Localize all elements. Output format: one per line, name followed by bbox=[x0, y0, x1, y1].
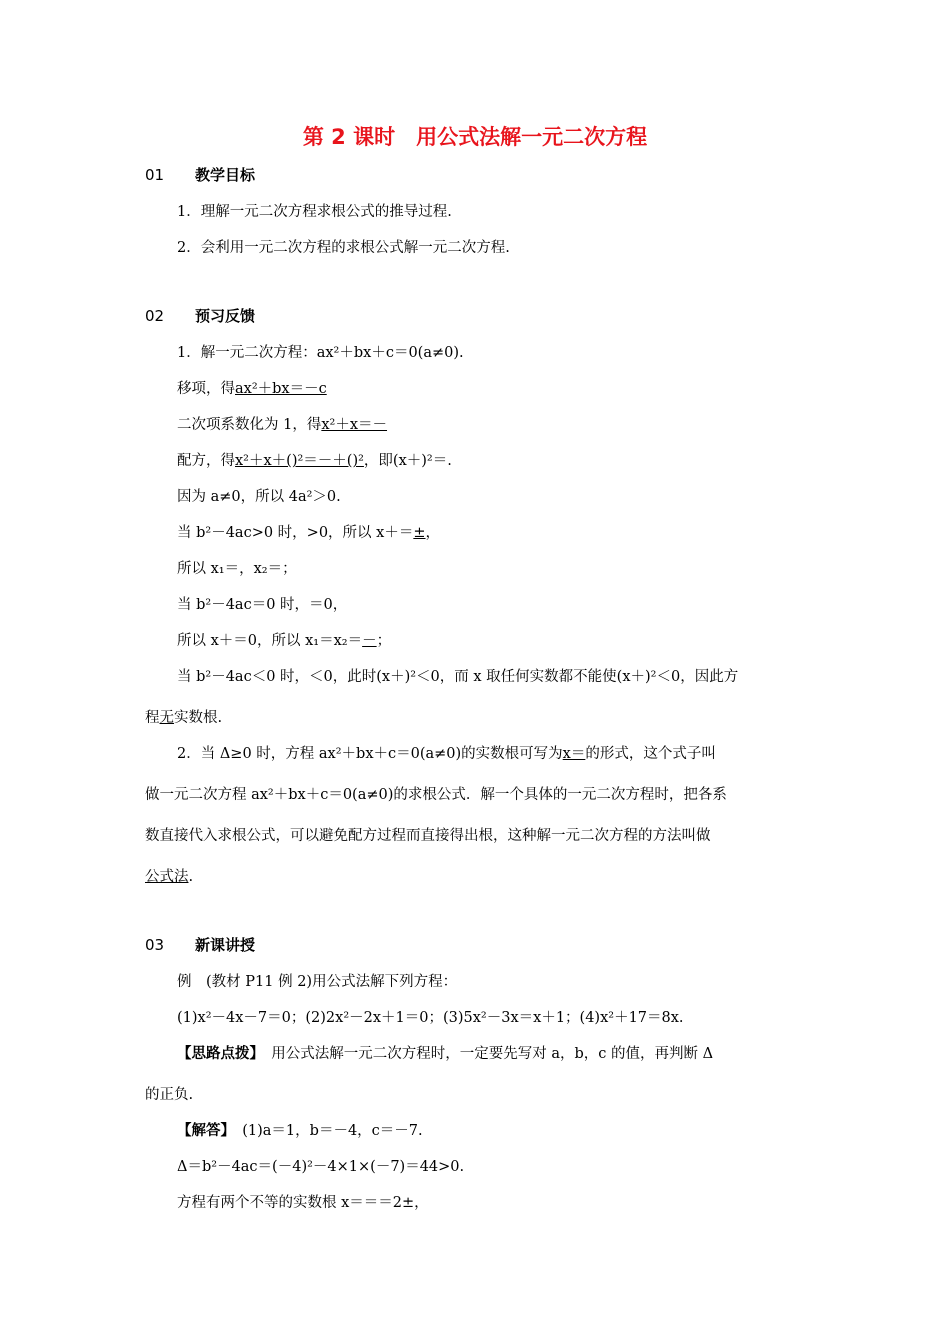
fill-blank-answer: x²＋x＋()²＝－＋()² bbox=[235, 453, 364, 469]
fill-blank-answer: ax²＋bx＝－c bbox=[235, 381, 327, 397]
hint-line: 【思路点拨】 用公式法解一元二次方程时，一定要先写对 a，b，c 的值，再判断 Δ bbox=[177, 1045, 714, 1062]
preview-line: 二次项系数化为 1，得x²＋x＝－ bbox=[177, 417, 388, 433]
preview-line: 配方，得x²＋x＋()²＝－＋()²，即(x＋)²＝. bbox=[177, 453, 452, 469]
fill-blank-answer: x²＋x＝－ bbox=[321, 417, 388, 433]
preview-line: 做一元二次方程 ax²＋bx＋c＝0(a≠0)的求根公式．解一个具体的一元二次方程时，把各系 bbox=[145, 787, 727, 803]
fill-blank-answer: x＝ bbox=[562, 746, 586, 762]
answer-line: 【解答】 (1)a＝1，b＝－4，c＝－7. bbox=[177, 1122, 423, 1139]
section-title: 预习反馈 bbox=[195, 307, 256, 325]
preview-line: 当 b²－4ac>0 时，>0，所以 x＋＝±， bbox=[177, 525, 440, 541]
preview-line: 程无实数根. bbox=[145, 710, 223, 726]
section-heading-preview bbox=[145, 305, 255, 326]
fill-blank-answer: ± bbox=[413, 525, 426, 541]
preview-line: 2．当 Δ≥0 时，方程 ax²＋bx＋c＝0(a≠0)的实数根可写为x＝的形式，这个式子叫 bbox=[177, 746, 716, 762]
section-number: 01 bbox=[145, 166, 165, 184]
fill-blank-answer: － bbox=[362, 633, 377, 649]
preview-line: 数直接代入求根公式，可以避免配方过程而直接得出根，这种解一元二次方程的方法叫做 bbox=[145, 828, 711, 844]
section-heading-lesson bbox=[145, 934, 255, 955]
preview-line: 当 b²－4ac＜0 时，＜0，此时(x＋)²＜0，而 x 取任何实数都不能使(x＋)²＜0，因此方 bbox=[177, 669, 739, 685]
preview-line: 因为 a≠0，所以 4a²＞0. bbox=[177, 489, 341, 505]
preview-line: 所以 x₁＝，x₂＝； bbox=[177, 561, 297, 577]
section-title: 教学目标 bbox=[195, 166, 256, 184]
example-equations: (1)x²－4x－7＝0；(2)2x²－2x＋1＝0；(3)5x²－3x＝x＋1；(4)x²＋17＝8x. bbox=[177, 1010, 684, 1026]
fill-blank-answer: 公式法 bbox=[145, 869, 189, 885]
preview-line: 1．解一元二次方程：ax²＋bx＋c＝0(a≠0). bbox=[177, 345, 464, 361]
fill-blank-answer: 无 bbox=[159, 710, 174, 726]
goal-item: 2．会利用一元二次方程的求根公式解一元二次方程. bbox=[177, 240, 510, 256]
preview-line: 当 b²－4ac＝0 时，＝0， bbox=[177, 597, 348, 613]
section-number: 03 bbox=[145, 936, 165, 954]
hint-line: 的正负. bbox=[145, 1087, 194, 1103]
answer-line: 方程有两个不等的实数根 x＝＝＝2±， bbox=[177, 1195, 429, 1211]
answer-label: 【解答】 bbox=[177, 1122, 228, 1139]
preview-line: 所以 x＋＝0，所以 x₁＝x₂＝－； bbox=[177, 633, 392, 649]
page-title: 第 2 课时 用公式法解一元二次方程 bbox=[302, 125, 648, 149]
example-line: 例 (教材 P11 例 2)用公式法解下列方程： bbox=[177, 974, 458, 990]
section-heading-goals bbox=[145, 164, 255, 185]
section-number: 02 bbox=[145, 307, 165, 325]
preview-line: 公式法. bbox=[145, 869, 194, 885]
goal-item: 1．理解一元二次方程求根公式的推导过程. bbox=[177, 204, 452, 220]
answer-line: Δ＝b²－4ac＝(－4)²－4×1×(－7)＝44>0. bbox=[177, 1159, 465, 1175]
preview-line: 移项，得ax²＋bx＝－c bbox=[177, 381, 327, 397]
hint-label: 【思路点拨】 bbox=[177, 1045, 257, 1062]
section-title: 新课讲授 bbox=[195, 936, 256, 954]
